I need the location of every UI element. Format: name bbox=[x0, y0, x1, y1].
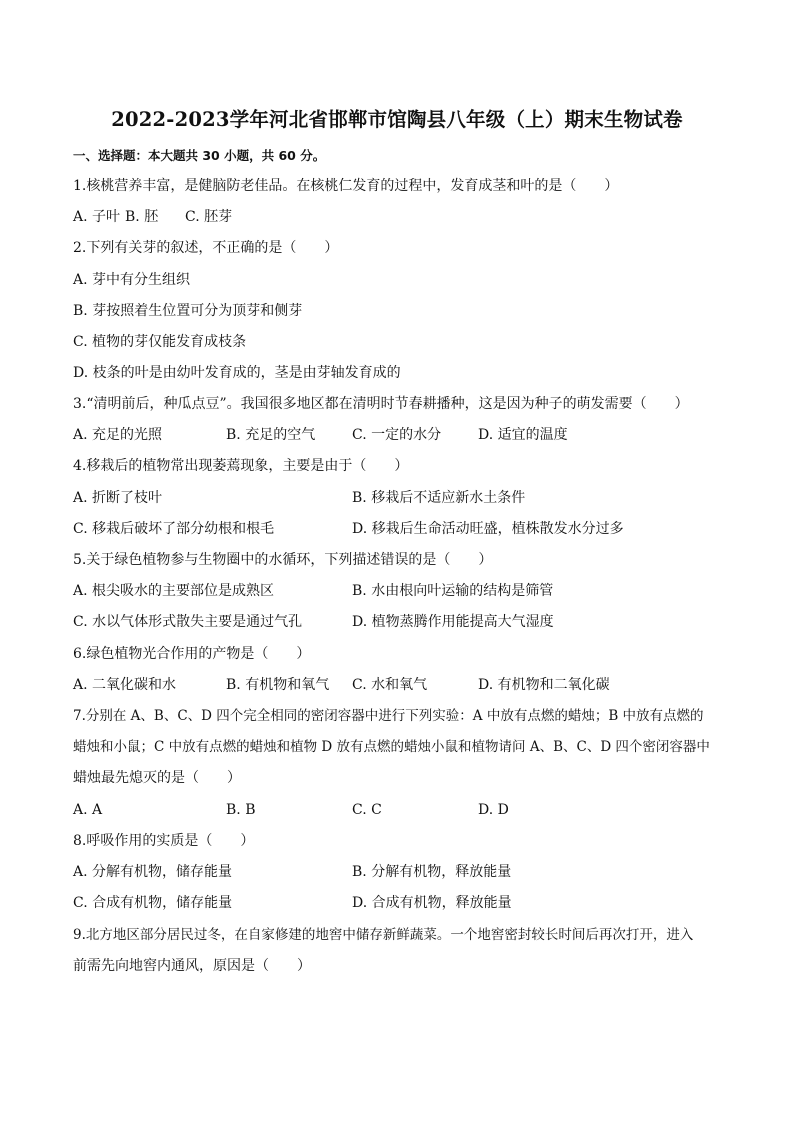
question-7-option-a: A. A bbox=[73, 802, 103, 818]
question-6-option-d: D. 有机物和二氧化碳 bbox=[478, 677, 610, 693]
question-4-option-b: B. 移栽后不适应新水土条件 bbox=[352, 490, 526, 506]
question-1-stem: 1.核桃营养丰富，是健脑防老佳品。在核桃仁发育的过程中，发育成茎和叶的是（ ） bbox=[73, 178, 619, 194]
question-6-option-b: B. 有机物和氧气 bbox=[226, 677, 330, 693]
question-2-option-b: B. 芽按照着生位置可分为顶芽和侧芽 bbox=[73, 303, 303, 319]
question-5-stem: 5.关于绿色植物参与生物圈中的水循环，下列描述错误的是（ ） bbox=[73, 552, 493, 568]
question-9-stem-line-1: 9.北方地区部分居民过冬，在自家修建的地窖中储存新鲜蔬菜。一个地窖密封较长时间后再次打开，进入 bbox=[73, 927, 694, 943]
question-1-option-c: C. 胚芽 bbox=[185, 209, 233, 225]
question-4-stem: 4.移栽后的植物常出现萎蔫现象，主要是由于（ ） bbox=[73, 458, 409, 474]
question-4-option-d: D. 移栽后生命活动旺盛，植株散发水分过多 bbox=[352, 521, 624, 537]
question-7-stem-line-3: 蜡烛最先熄灭的是（ ） bbox=[73, 770, 241, 786]
question-3-option-a: A. 充足的光照 bbox=[73, 427, 163, 443]
question-2-option-a: A. 芽中有分生组织 bbox=[73, 272, 191, 288]
question-6-stem: 6.绿色植物光合作用的产物是（ ） bbox=[73, 646, 311, 662]
question-8-stem: 8.呼吸作用的实质是（ ） bbox=[73, 833, 255, 849]
question-7-option-d: D. D bbox=[478, 802, 509, 818]
question-8-option-b: B. 分解有机物，释放能量 bbox=[352, 864, 512, 880]
question-7-stem-line-2: 蜡烛和小鼠；C 中放有点燃的蜡烛和植物 D 放有点燃的蜡烛小鼠和植物请问 A、B、C、D 四个密闭容器中 bbox=[73, 739, 710, 755]
question-5-option-a: A. 根尖吸水的主要部位是成熟区 bbox=[73, 583, 275, 599]
question-3-stem: 3.“清明前后，种瓜点豆”。我国很多地区都在清明时节春耕播种，这是因为种子的萌发需要（ ） bbox=[73, 396, 689, 412]
question-3-option-b: B. 充足的空气 bbox=[226, 427, 316, 443]
question-7-option-c: C. C bbox=[352, 802, 382, 818]
question-8-option-d: D. 合成有机物，释放能量 bbox=[352, 895, 512, 911]
question-1-option-b: B. 胚 bbox=[125, 209, 159, 225]
question-7-option-b: B. B bbox=[226, 802, 256, 818]
question-5-option-d: D. 植物蒸腾作用能提高大气湿度 bbox=[352, 614, 554, 630]
question-3-option-c: C. 一定的水分 bbox=[352, 427, 442, 443]
question-4-option-c: C. 移栽后破坏了部分幼根和根毛 bbox=[73, 521, 275, 537]
question-7-stem-line-1: 7.分别在 A、B、C、D 四个完全相同的密闭容器中进行下列实验：A 中放有点燃的蜡烛；B 中放有点燃的 bbox=[73, 708, 704, 724]
exam-title: 2022-2023学年河北省邯郸市馆陶县八年级（上）期末生物试卷 bbox=[111, 108, 683, 131]
section-heading: 一、选择题：本大题共 30 小题，共 60 分。 bbox=[73, 148, 326, 163]
question-6-option-c: C. 水和氧气 bbox=[352, 677, 428, 693]
question-3-option-d: D. 适宜的温度 bbox=[478, 427, 568, 443]
question-2-option-d: D. 枝条的叶是由幼叶发育成的，茎是由芽轴发育成的 bbox=[73, 365, 401, 381]
question-9-stem-line-2: 前需先向地窖内通风，原因是（ ） bbox=[73, 958, 311, 974]
question-8-option-c: C. 合成有机物，储存能量 bbox=[73, 895, 233, 911]
question-2-stem: 2.下列有关芽的叙述，不正确的是（ ） bbox=[73, 240, 339, 256]
question-8-option-a: A. 分解有机物，储存能量 bbox=[73, 864, 233, 880]
question-5-option-c: C. 水以气体形式散失主要是通过气孔 bbox=[73, 614, 303, 630]
question-2-option-c: C. 植物的芽仅能发育成枝条 bbox=[73, 334, 247, 350]
question-4-option-a: A. 折断了枝叶 bbox=[73, 490, 163, 506]
question-1-option-a: A. 子叶 bbox=[73, 209, 121, 225]
question-5-option-b: B. 水由根向叶运输的结构是筛管 bbox=[352, 583, 554, 599]
question-6-option-a: A. 二氧化碳和水 bbox=[73, 677, 177, 693]
